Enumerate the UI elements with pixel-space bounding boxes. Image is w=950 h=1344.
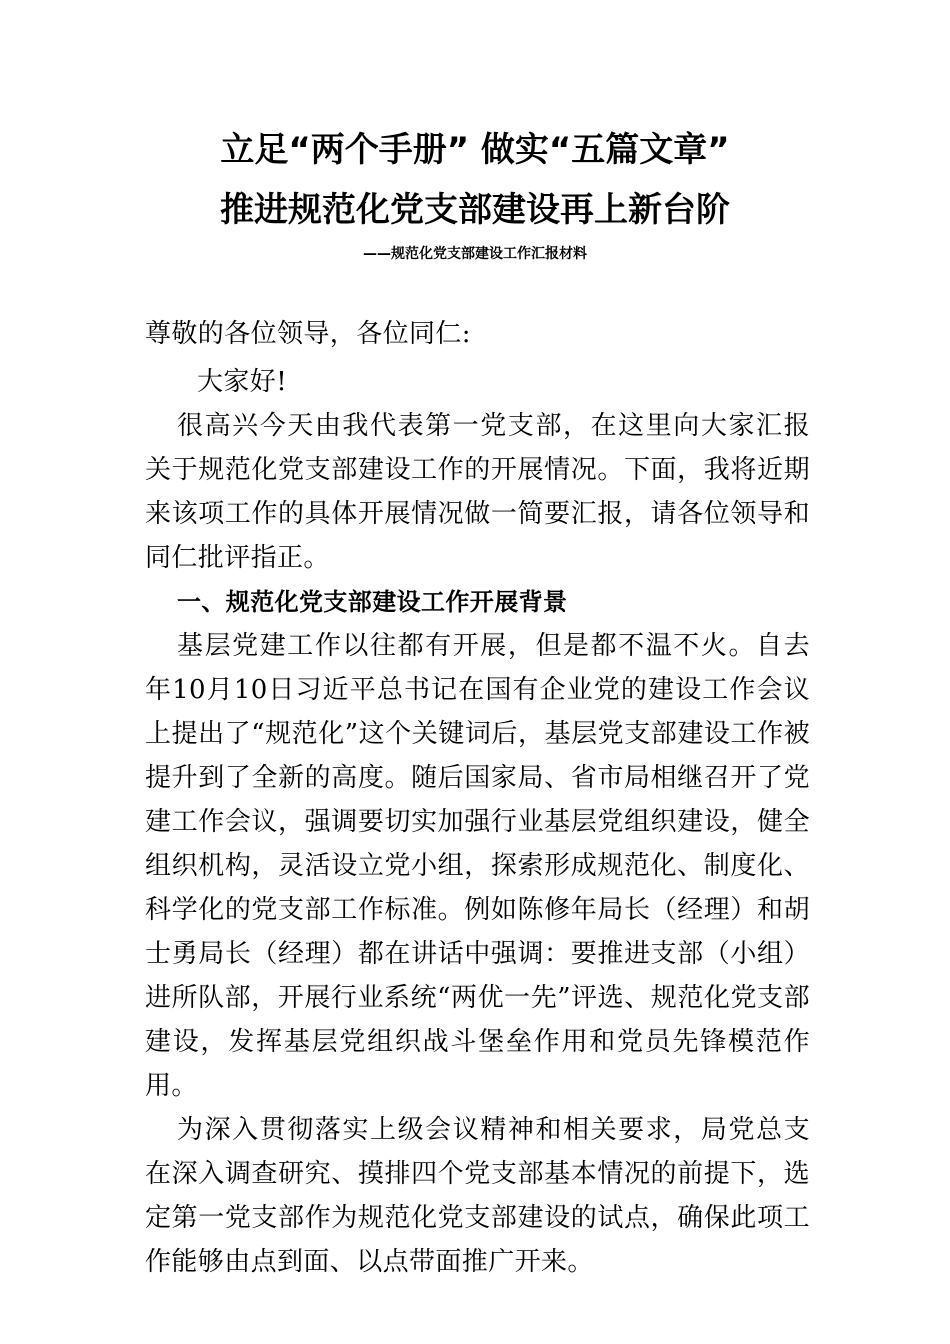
document-title-line-2: 推进规范化党支部建设再上新台阶 xyxy=(220,190,730,230)
document-title-line-1: 立足“两个手册” 做实“五篇文章” xyxy=(220,130,730,170)
intro-paragraph: 很高兴今天由我代表第一党支部，在这里向大家汇报关于规范化党支部建设工作的开展情况。下面，我将近期来该项工作的具体开展情况做一简要汇报，请各位领导和同仁批评指正。 xyxy=(145,411,810,573)
section-heading: 一、规范化党支部建设工作开展背景 xyxy=(177,588,568,616)
salutation: 尊敬的各位领导，各位同仁: xyxy=(145,319,471,349)
body-paragraph: 为深入贯彻落实上级会议精神和相关要求，局党总支在深入调查研究、摸排四个党支部基本情况的前提下，选定第一党支部作为规范化党支部建设的试点，确保此项工作能够由点到面、以点带面推广开来。 xyxy=(145,1115,810,1277)
document-body xyxy=(145,312,810,1284)
document-subtitle: ——规范化党支部建设工作汇报材料 xyxy=(363,246,587,262)
greeting: 大家好! xyxy=(197,367,288,397)
body-paragraph: 基层党建工作以往都有开展，但是都不温不火。自去年10月10日习近平总书记在国有企业党的建设工作会议上提出了“规范化”这个关键词后，基层党支部建设工作被提升到了全新的高度。随后国家局、省市局相继召开了党建工作会议，强调要切实加强行业基层党组织建设，健全组织机构，灵活设立党小组，探索形成规范化、制度化、科学化的党支部工作标准。例如陈修年局长（经理）和胡士勇局长（经理）都在讲话中强调：要推进支部（小组）进所队部，开展行业系统“两优一先”评选、规范化党支部建设，发挥基层党组织战斗堡垒作用和党员先锋模范作用。 xyxy=(145,631,810,1101)
